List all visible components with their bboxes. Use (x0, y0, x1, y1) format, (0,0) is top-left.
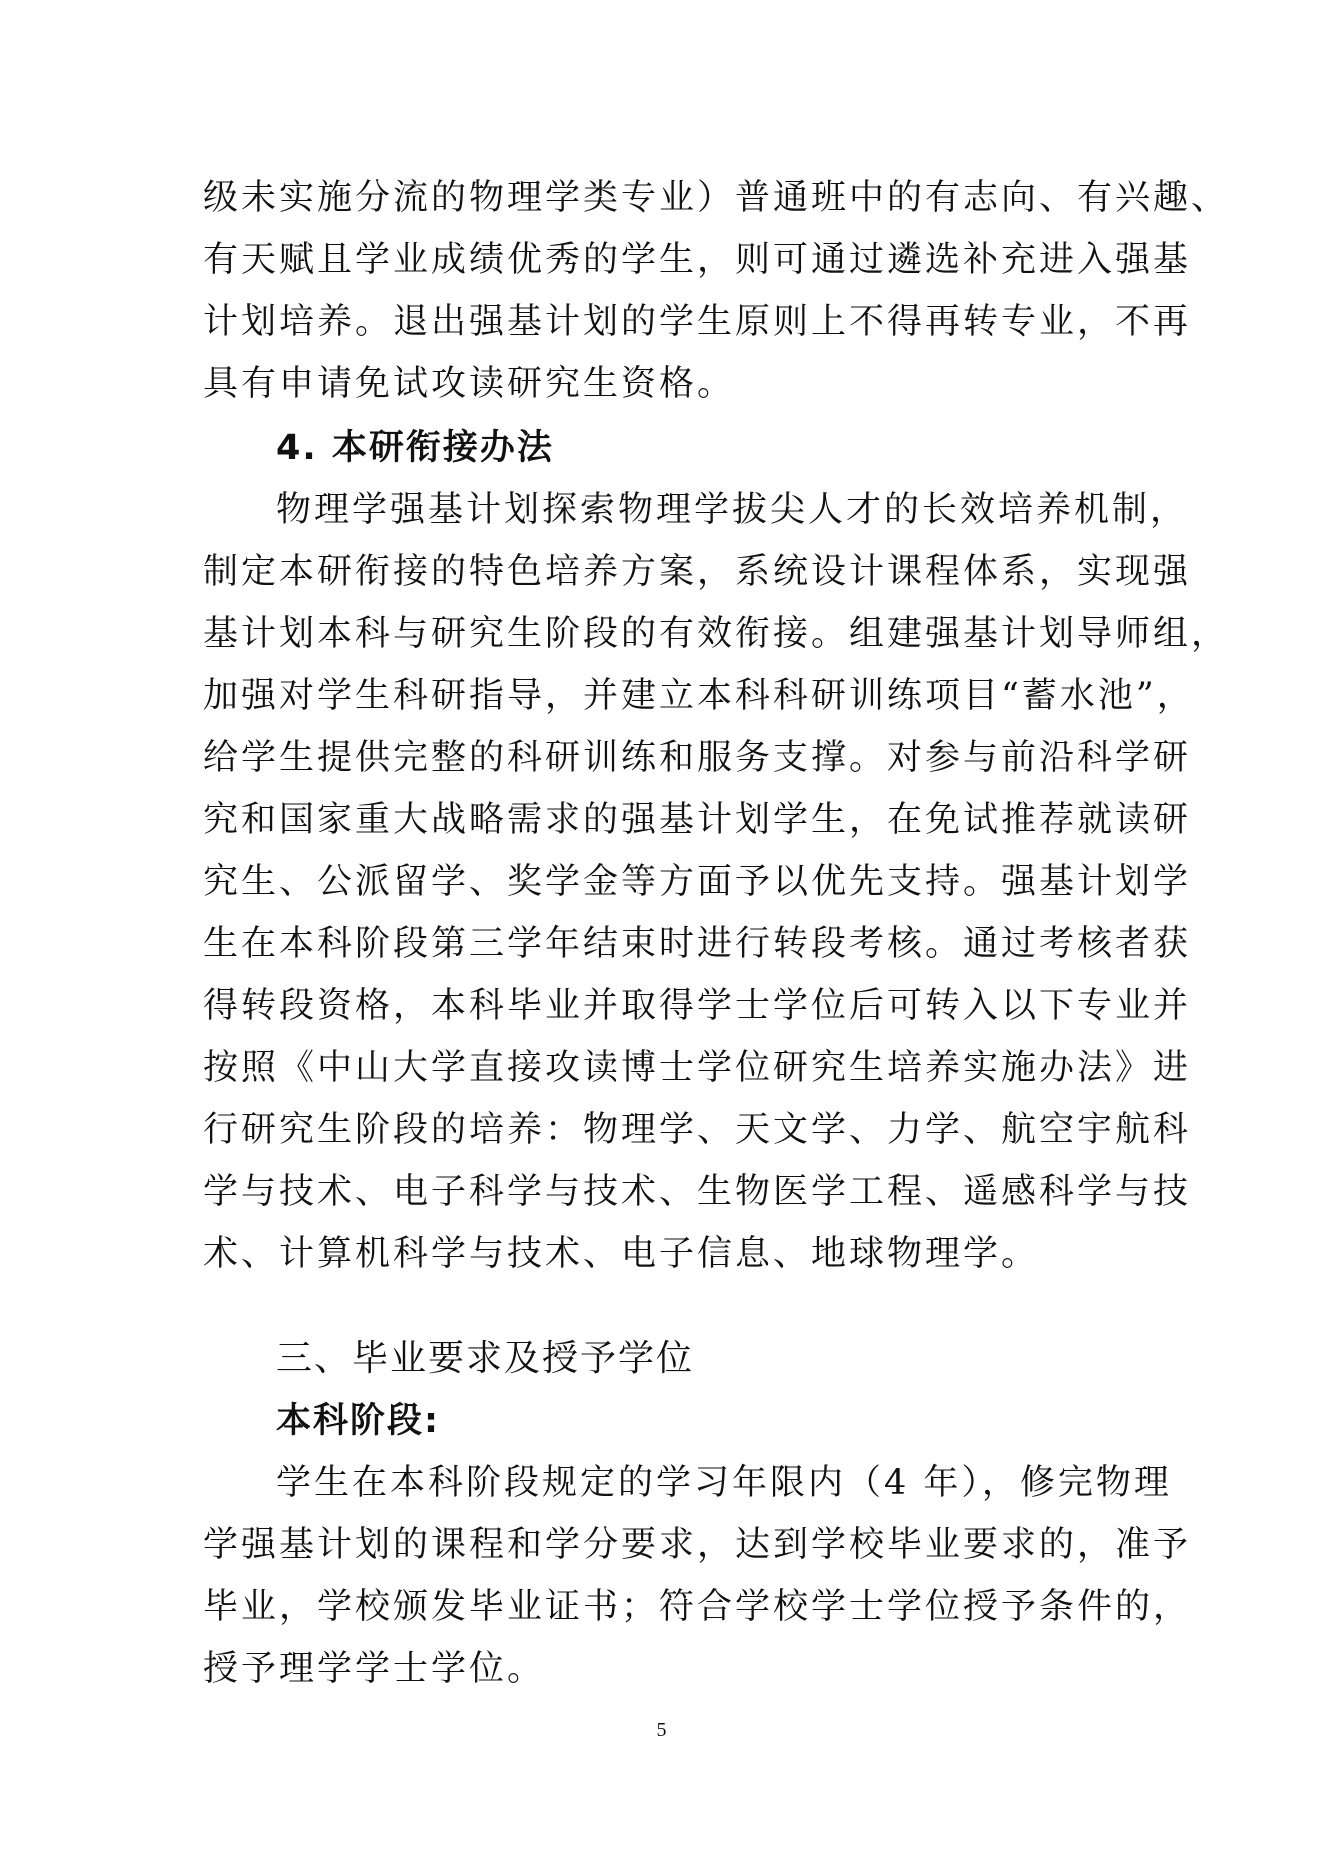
paragraph-line: 加强对学生科研指导，并建立本科科研训练项目“蓄水池”， (203, 676, 1195, 716)
paragraph-line: 学生在本科阶段规定的学习年限内（4 年），修完物理 (276, 1463, 1172, 1503)
paragraph-line: 毕业，学校颁发毕业证书；符合学校学士学位授予条件的， (203, 1587, 1192, 1627)
paragraph-line: 基计划本科与研究生阶段的有效衔接。组建强基计划导师组， (203, 614, 1230, 654)
paragraph-line: 学强基计划的课程和学分要求，达到学校毕业要求的，准予 (203, 1525, 1192, 1565)
paragraph-line: 术、计算机科学与技术、电子信息、地球物理学。 (203, 1234, 1040, 1274)
paragraph-line: 具有申请免试攻读研究生资格。 (203, 364, 736, 404)
paragraph-line: 生在本科阶段第三学年结束时进行转段考核。通过考核者获 (203, 924, 1192, 964)
paragraph-line: 授予理学学士学位。 (203, 1649, 546, 1689)
paragraph-line: 计划培养。退出强基计划的学生原则上不得再转专业，不再 (203, 302, 1192, 342)
subsection-heading: 4. 本研衔接办法 (276, 428, 554, 468)
paragraph-line: 级未实施分流的物理学类专业）普通班中的有志向、有兴趣、 (203, 178, 1230, 218)
paragraph-line: 按照《中山大学直接攻读博士学位研究生培养实施办法》进 (203, 1048, 1192, 1088)
paragraph-line: 物理学强基计划探索物理学拔尖人才的长效培养机制， (276, 490, 1189, 530)
section-title: 三、毕业要求及授予学位 (276, 1338, 695, 1379)
section-subheading: 本科阶段: (276, 1401, 440, 1441)
paragraph-line: 得转段资格，本科毕业并取得学士学位后可转入以下专业并 (203, 986, 1192, 1026)
paragraph-line: 学与技术、电子科学与技术、生物医学工程、遥感科学与技 (203, 1172, 1192, 1212)
paragraph-line: 制定本研衔接的特色培养方案，系统设计课程体系，实现强 (203, 552, 1192, 592)
paragraph-line: 给学生提供完整的科研训练和服务支撑。对参与前沿科学研 (203, 738, 1192, 778)
paragraph-line: 行研究生阶段的培养：物理学、天文学、力学、航空宇航科 (203, 1110, 1192, 1150)
paragraph-line: 有天赋且学业成绩优秀的学生，则可通过遴选补充进入强基 (203, 240, 1192, 280)
paragraph-line: 究和国家重大战略需求的强基计划学生，在免试推荐就读研 (203, 800, 1192, 840)
page-number: 5 (656, 1719, 667, 1741)
paragraph-line: 究生、公派留学、奖学金等方面予以优先支持。强基计划学 (203, 862, 1192, 902)
